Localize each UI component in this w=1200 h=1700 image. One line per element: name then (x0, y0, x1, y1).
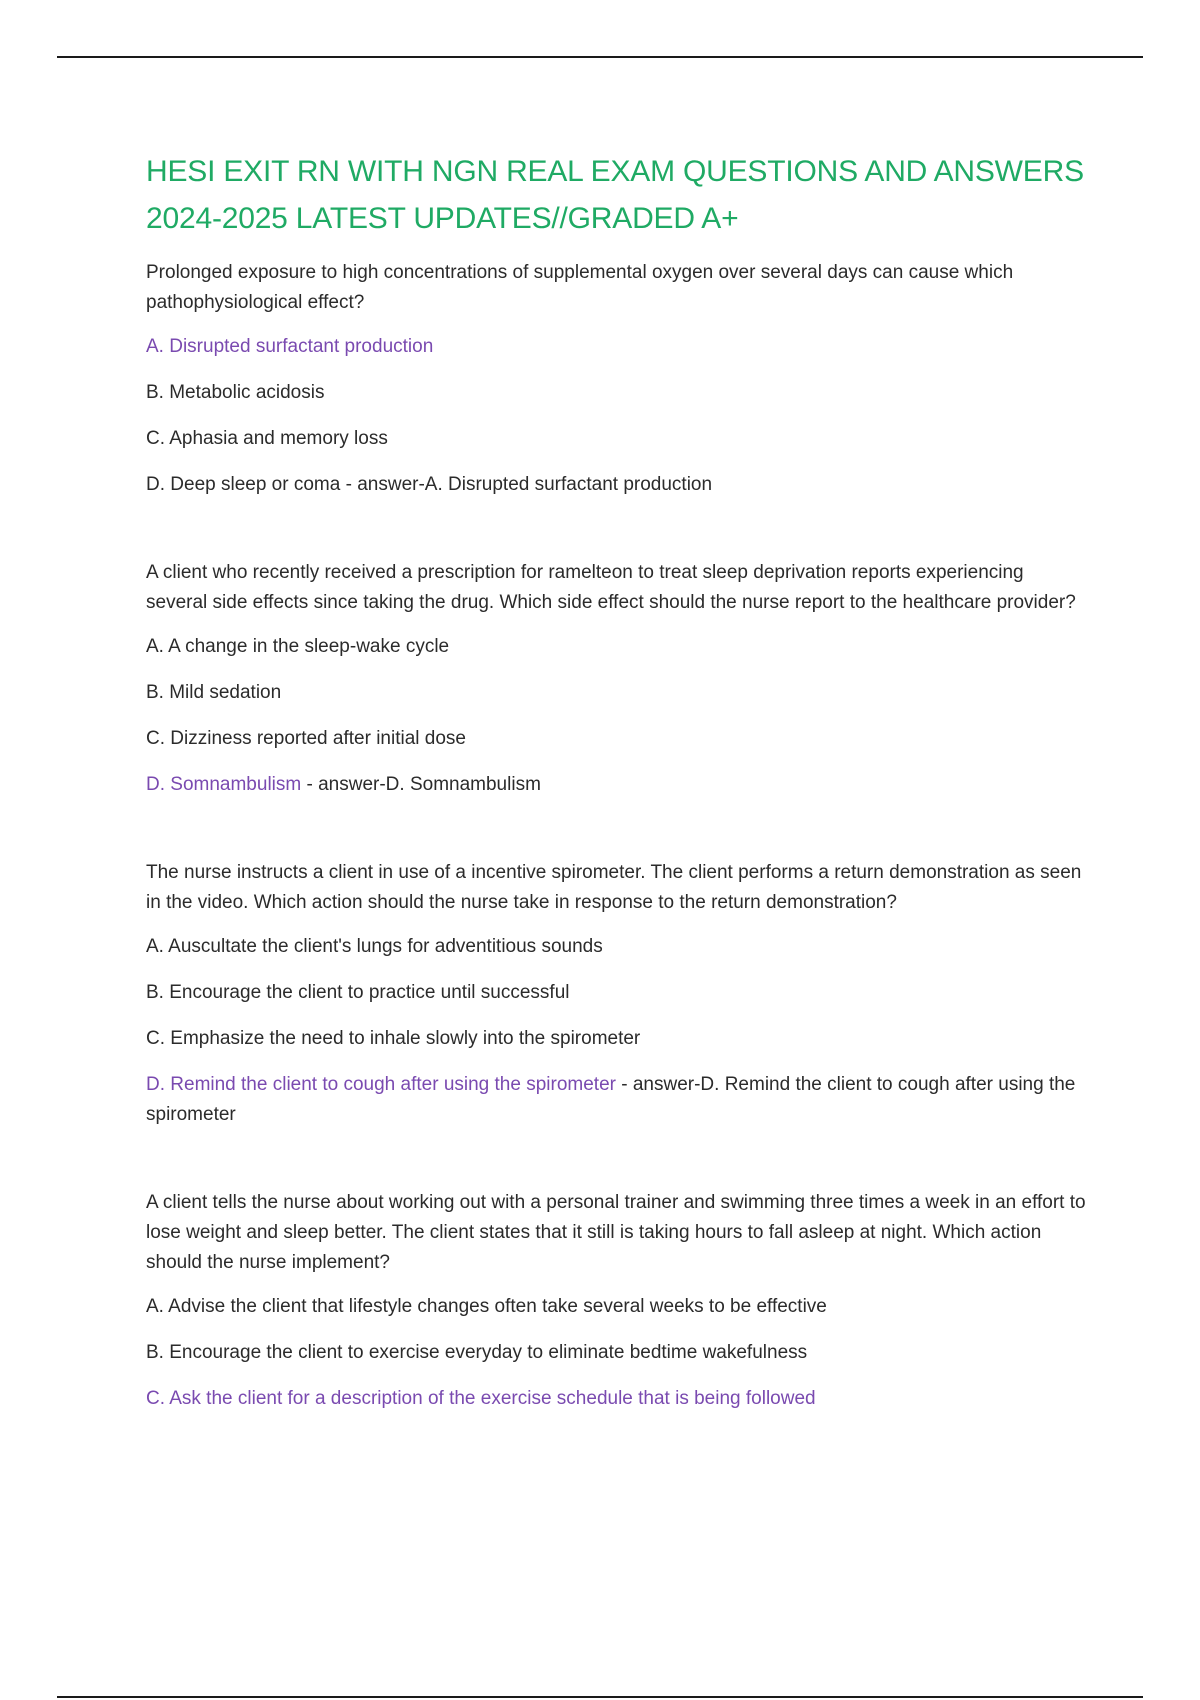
answer-option: C. Emphasize the need to inhale slowly into the spirometer (146, 1028, 641, 1049)
question-stem: A client tells the nurse about working out with a personal trainer and swimming three times a week in an effort to lose weight and sleep better. The client states that it still is taking hours to fall asleep at night. Which action should the nurse implement? (146, 1192, 1086, 1273)
question-stem: The nurse instructs a client in use of a incentive spirometer. The client performs a return demonstration as seen in the video. Which action should the nurse take in response to the return demonstration? (146, 862, 1082, 913)
answer-key: - answer-D. Remind the client to cough after using the spirometer (146, 1074, 1076, 1125)
answer-option-correct: D. Somnambulism (146, 774, 302, 795)
answer-option-with-key (146, 470, 1086, 500)
answer-option: B. Encourage the client to exercise everyday to eliminate bedtime wakefulness (146, 1342, 808, 1363)
answer-option: B. Mild sedation (146, 682, 282, 703)
answer-key: - answer-D. Somnambulism (301, 774, 541, 795)
answer-option: D. Deep sleep or coma (146, 474, 341, 495)
answer-option: C. Dizziness reported after initial dose (146, 728, 466, 749)
question-block (146, 258, 1086, 500)
question-block (146, 558, 1086, 800)
answer-option-correct: C. Ask the client for a description of the exercise schedule that is being followed (146, 1388, 816, 1409)
document-title: HESI EXIT RN WITH NGN REAL EXAM QUESTIONS AND ANSWERS 2024-2025 LATEST UPDATES//GRADED A+ (146, 155, 1084, 235)
answer-option: A. Auscultate the client's lungs for adventitious sounds (146, 936, 603, 957)
answer-option-correct: A. Disrupted surfactant production (146, 336, 434, 357)
answer-option: A. A change in the sleep-wake cycle (146, 636, 450, 657)
question-stem: A client who recently received a prescription for ramelteon to treat sleep deprivation reports experiencing several side effects since taking the drug. Which side effect should the nurse report to the healthcare provider? (146, 562, 1076, 613)
answer-option: C. Aphasia and memory loss (146, 428, 388, 449)
question-stem: Prolonged exposure to high concentrations of supplemental oxygen over several days can cause which pathophysiological effect? (146, 262, 1014, 313)
answer-option: B. Encourage the client to practice until successful (146, 982, 570, 1003)
answer-option: A. Advise the client that lifestyle changes often take several weeks to be effective (146, 1296, 827, 1317)
question-block (146, 1188, 1086, 1414)
bottom-rule (57, 1696, 1143, 1698)
top-rule (57, 56, 1143, 58)
answer-option: B. Metabolic acidosis (146, 382, 325, 403)
answer-option-with-key (146, 770, 1086, 800)
answer-key: - answer-A. Disrupted surfactant production (340, 474, 713, 495)
document-body (146, 148, 1086, 1472)
answer-option-correct: D. Remind the client to cough after using the spirometer (146, 1074, 616, 1095)
answer-option-with-key (146, 1070, 1086, 1130)
question-block (146, 858, 1086, 1130)
